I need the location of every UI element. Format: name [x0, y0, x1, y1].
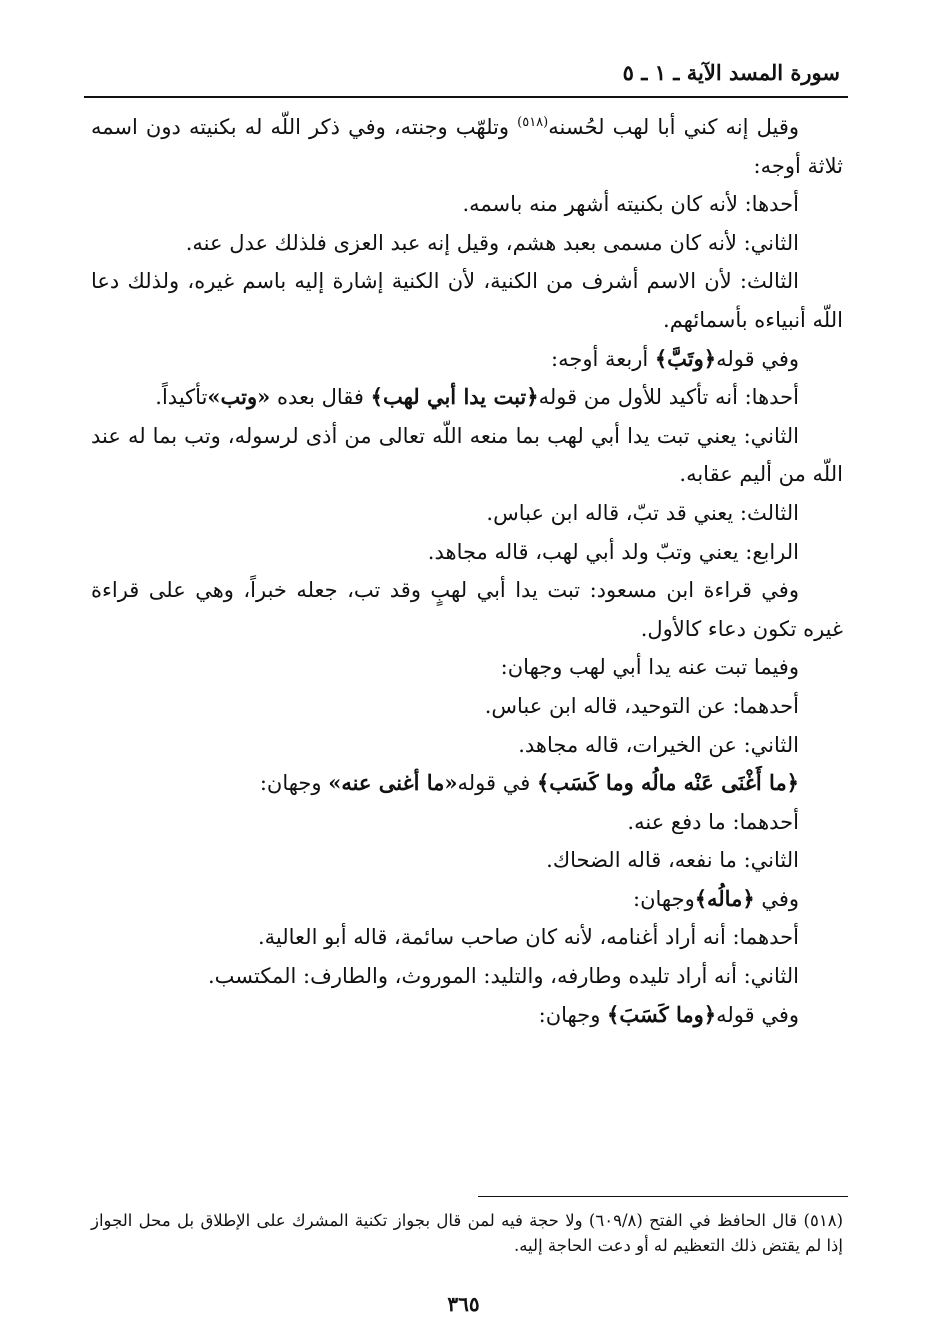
page-number: ٣٦٥ — [447, 1292, 480, 1316]
quran-quote: ﴿مالُه﴾ — [694, 885, 755, 911]
text-run: في قوله — [457, 771, 537, 796]
paragraph: الثاني: عن الخيرات، قاله مجاهد. — [518, 732, 799, 757]
quran-quote: ﴿تبت يدا أبي لهب﴾ — [370, 384, 539, 410]
text-run: وقيل إنه كني أبا لهب لحُسنه — [548, 115, 799, 139]
paragraph: الثالث: لأن الاسم أشرف من الكنية، لأن الكنية إشارة إليه باسم غيره، ولذلك دعا اللّه أنبياءه بأسمائهم. — [91, 269, 843, 332]
paragraph: الثاني: لأنه كان مسمى بعبد هشم، وقيل إنه عبد العزى فلذلك عدل عنه. — [185, 230, 799, 255]
paragraph: وفيما تبت عنه يدا أبي لهب وجهان: — [500, 655, 799, 680]
paragraph: أحدهما: ما دفع عنه. — [627, 809, 799, 834]
paragraph: أحدهما: أنه أراد أغنامه، لأنه كان صاحب سائمة، قاله أبو العالية. — [257, 925, 799, 950]
footnote-separator — [478, 1196, 848, 1197]
text-run: أحدها: أنه تأكيد للأول من قوله — [538, 385, 799, 410]
text-run: وجهان: — [259, 771, 329, 796]
quran-quote: ﴿ما أَغْنَى عَنْه مالُه وما كَسَب﴾ — [536, 770, 799, 796]
quran-quote: ﴿وما كَسَبَ﴾ — [607, 1001, 717, 1027]
paragraph: وفي قراءة ابن مسعود: تبت يدا أبي لهبٍ وقد تب، جعله خبراً، وهي على قراءة غيره تكون دعاء كالأول. — [91, 578, 843, 641]
text-run: وفي قوله — [716, 346, 799, 371]
paragraph: الثاني: يعني تبت يدا أبي لهب بما منعه اللّه تعالى من أذى لرسوله، وتب بما له عند اللّه من أليم عقابه. — [91, 423, 843, 487]
text-run: تأكيداً. — [155, 385, 208, 410]
quran-quote: «ما أغنى عنه» — [328, 770, 458, 796]
paragraph: الثالث: يعني قد تبّ، قاله ابن عباس. — [486, 500, 799, 525]
text-run: فقال بعده — [270, 385, 371, 410]
text-run: وتلهّب وجنته، وفي ذكر اللّه له بكنيته دون اسمه ثلاثة أوجه: — [91, 115, 843, 178]
text-run: وفي — [754, 886, 799, 911]
text-run: وفي قوله — [716, 1002, 799, 1027]
running-header-title: سورة المسد الآية ـ ١ ـ ٥ — [622, 60, 840, 85]
text-run: أربعة أوجه: — [551, 346, 655, 371]
paragraph: أحدها: لأنه كان بكنيته أشهر منه باسمه. — [462, 192, 799, 217]
main-text — [91, 108, 843, 1034]
paragraph — [91, 340, 843, 379]
paragraph — [91, 764, 843, 803]
quran-quote: «وتب» — [207, 384, 271, 410]
paragraph: الرابع: يعني وتبّ ولد أبي لهب، قاله مجاهد. — [427, 539, 799, 564]
quran-quote: ﴿وتَبَّ﴾ — [654, 345, 717, 371]
paragraph — [91, 378, 843, 417]
footnote-reference[interactable]: (٥١٨) — [517, 115, 549, 130]
paragraph: أحدهما: عن التوحيد، قاله ابن عباس. — [484, 693, 799, 718]
paragraph: الثاني: ما نفعه، قاله الضحاك. — [546, 848, 799, 873]
text-run: وجهان: — [633, 886, 695, 911]
page-header — [84, 58, 848, 98]
paragraph — [91, 108, 843, 185]
paragraph — [91, 880, 843, 919]
text-run: وجهان: — [538, 1002, 608, 1027]
paragraph — [91, 996, 843, 1035]
footnote-518: (٥١٨) قال الحافظ في الفتح (٦٠٩/٨) ولا حجة فيه لمن قال بجواز تكنية المشرك على الإطلاق بل محل الجواز إذا لم يقتض ذلك التعظيم له أو دعت الحاجة إليه. — [91, 1211, 843, 1255]
paragraph: الثاني: أنه أراد تليده وطارفه، والتليد: الموروث، والطارف: المكتسب. — [208, 964, 799, 989]
header-rule — [84, 96, 848, 98]
footnotes — [91, 1208, 843, 1258]
